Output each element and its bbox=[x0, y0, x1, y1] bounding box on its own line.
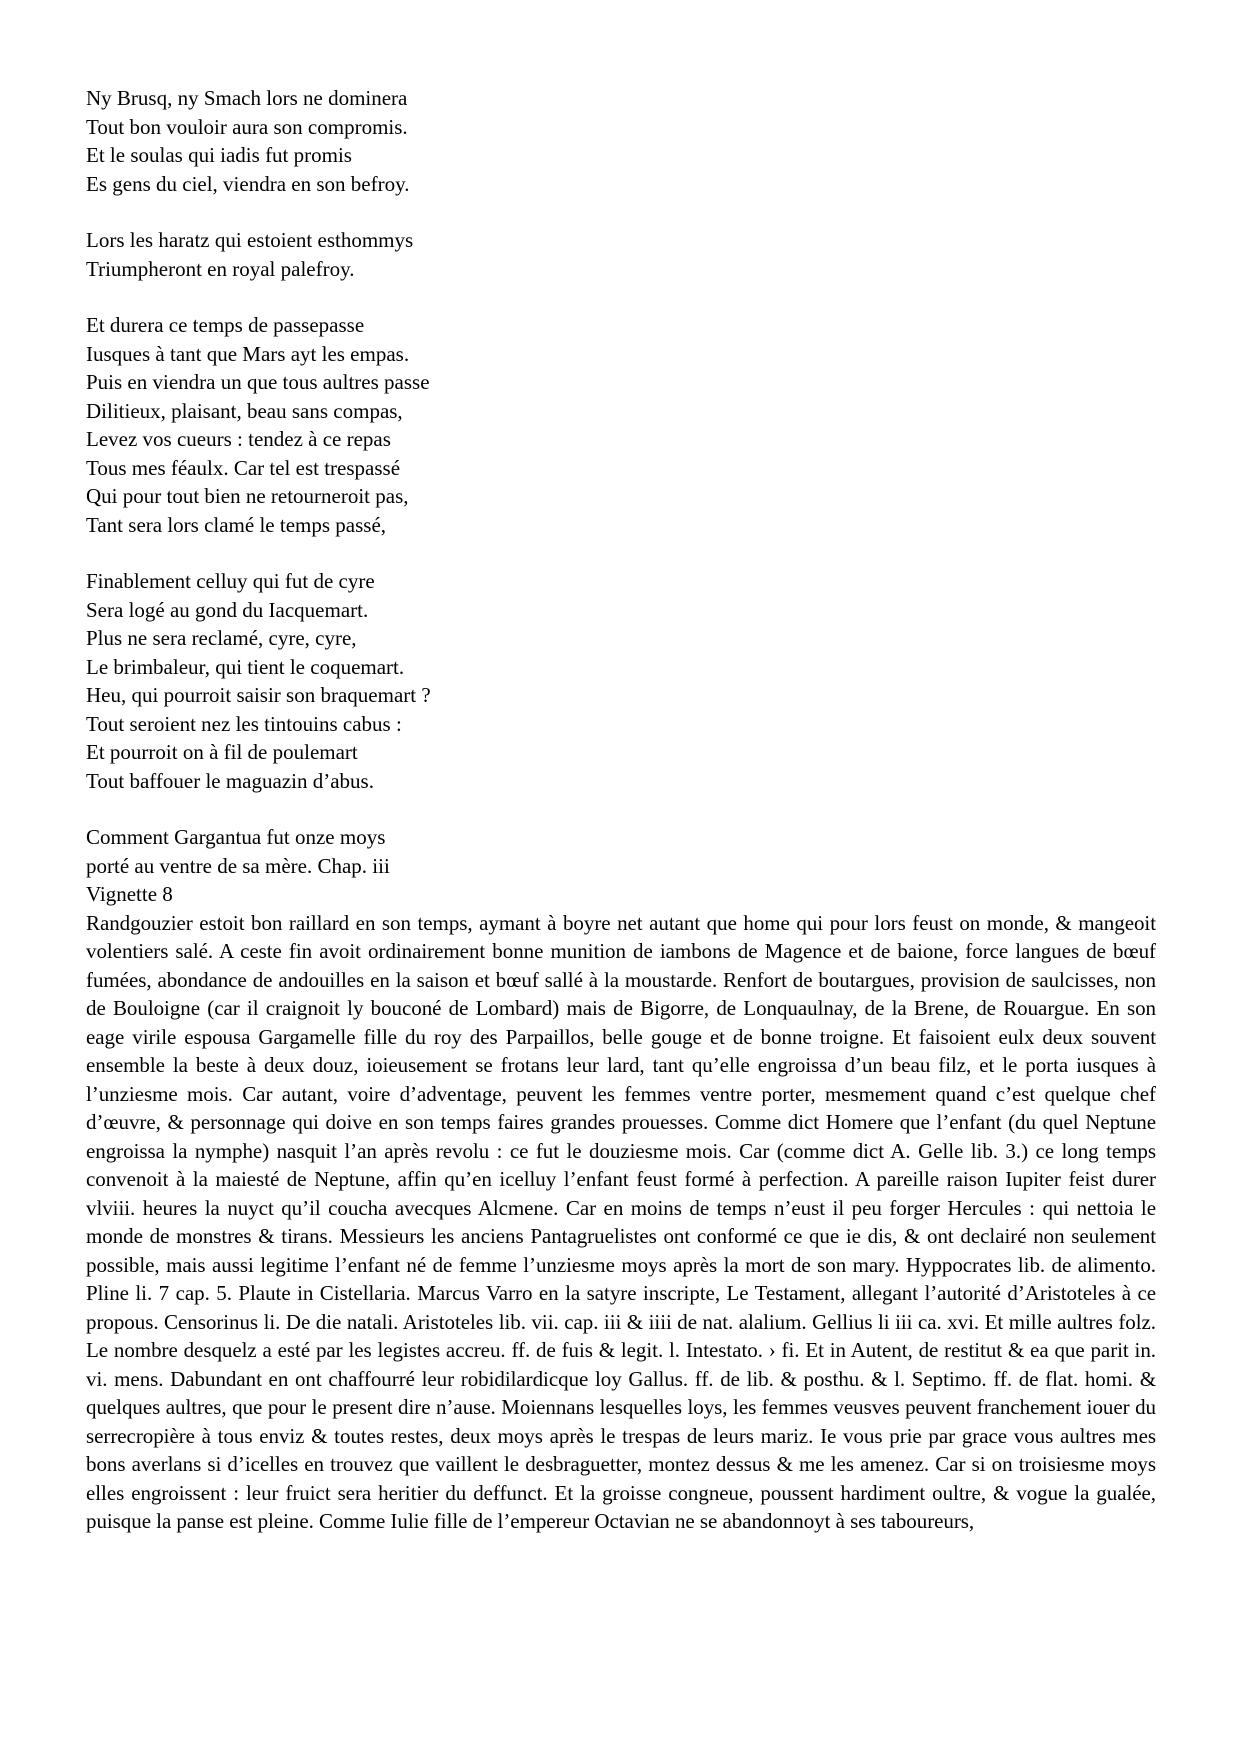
verse-line: Ny Brusq, ny Smach lors ne dominera bbox=[86, 86, 408, 110]
poem-stanza bbox=[86, 226, 1156, 283]
verse-line: Tout baffouer le maguazin d’abus. bbox=[86, 768, 374, 793]
poem-stanza bbox=[86, 567, 1156, 795]
verse-line: Iusques à tant que Mars ayt les empas. bbox=[86, 341, 410, 366]
verse-line: Dilitieux, plaisant, beau sans compas, bbox=[86, 398, 403, 423]
verse-line: Et durera ce temps de passepasse bbox=[86, 313, 365, 337]
vignette-caption: Vignette 8 bbox=[86, 882, 173, 906]
verse-line: Levez vos cueurs : tendez à ce repas bbox=[86, 427, 391, 451]
chapter-heading bbox=[86, 823, 1156, 909]
verse-line: Qui pour tout bien ne retourneroit pas, bbox=[86, 484, 409, 508]
verse-line: Tant sera lors clamé le temps passé, bbox=[86, 512, 387, 537]
verse-line: Es gens du ciel, viendra en son befroy. bbox=[86, 171, 410, 196]
chapter-body-paragraph: Randgouzier estoit bon raillard en son temps, aymant à boyre net autant que home qui pour lors feust on monde, & mangeoit volentiers salé. A ceste fin avoit ordinairement bonne munition de iambons de Magence et de baione, force langues de bœuf fumées, abondance de andouilles en la saison et bœuf sallé à la moustarde. Renfort de boutargues, provision de saulcisses, non de Bouloigne (car il craignoit ly bouconé de Lombard) mais de Bigorre, de Lonquaulnay, de la Brene, de Rouargue. En son eage virile espousa Gargamelle fille du roy des Parpaillos, belle gouge et de bonne troigne. Et faisoient eulx deux souvent ensemble la beste à deux douz, ioieusement se frotans leur lard, tant qu’elle engroissa d’un beau filz, et le porta iusques à l’unziesme mois. Car autant, voire d’adventage, peuvent les femmes ventre porter, mesmement quand c’est quelque chef d’œuvre, & personnage qui doive en son temps faires grandes prouesses. Comme dict Homere que l’enfant (du quel Neptune engroissa la nymphe) nasquit l’an après revolu : ce fut le douziesme mois. Car (comme dict A. Gelle lib. 3.) ce long temps convenoit à la maiesté de Neptune, affin qu’en icelluy l’enfant feust formé à perfection. A pareille raison Iupiter feist durer vlviii. heures la nuyct qu’il coucha avecques Alcmene. Car en moins de temps n’eust il peu forger Hercules : qui nettoia le monde de monstres & tirans. Messieurs les anciens Pantagruelistes ont conformé ce que ie dis, & ont declairé non seulement possible, mais aussi legitime l’enfant né de femme l’unziesme moys après la mort de son mary. Hyppocrates lib. de alimento. Pline li. 7 cap. 5. Plaute in Cistellaria. Marcus Varro en la satyre inscripte, Le Testament, allegant l’autorité d’Aristoteles à ce propous. Censorinus li. De die natali. Aristoteles lib. vii. cap. iii & iiii de nat. alalium. Gellius li iii ca. xvi. Et mille aultres folz. Le nombre desquelz a esté par les legistes accreu. ff. de fuis & legit. l. Intestato. › fi. Et in Autent, de restitut & ea que parit in. vi. mens. Dabundant en ont chaffourré leur robidilardicque loy Gallus. ff. de lib. & posthu. & l. Septimo. ff. de flat. homi. & quelques aultres, que pour le present dire n’ause. Moiennans lesquelles loys, les femmes veusves peuvent franchement iouer du serrecropière à tous enviz & toutes restes, deux moys après le trespas de leurs mariz. Ie vous prie par grace vous aultres mes bons averlans si d’icelles en trouvez que vaillent le desbraguetter, montez dessus & me les amenez. Car si on troisiesme moys elles engroissent : leur fruict sera heritier du deffunct. Et la groisse congneue, poussent hardiment oultre, & vogue la gualée, puisque la panse est pleine. Comme Iulie fille de l’empereur Octavian ne se abandonnoyt à ses taboureurs, bbox=[86, 910, 1156, 1533]
verse-line: Lors les haratz qui estoient esthommys bbox=[86, 228, 414, 252]
verse-line: Plus ne sera reclamé, cyre, cyre, bbox=[86, 626, 357, 650]
verse-line: Finablement celluy qui fut de cyre bbox=[86, 569, 375, 593]
chapter-title-line: porté au ventre de sa mère. Chap. iii bbox=[86, 853, 390, 878]
verse-line: Heu, qui pourroit saisir son braquemart ? bbox=[86, 683, 431, 707]
poem-stanza bbox=[86, 311, 1156, 539]
verse-line: Puis en viendra un que tous aultres passe bbox=[86, 370, 430, 394]
verse-line: Tout seroient nez les tintouins cabus : bbox=[86, 711, 402, 736]
verse-line: Tous mes féaulx. Car tel est trespassé bbox=[86, 455, 401, 480]
verse-line: Et pourroit on à fil de poulemart bbox=[86, 740, 358, 764]
verse-line: Sera logé au gond du Iacquemart. bbox=[86, 597, 369, 622]
verse-line: Et le soulas qui iadis fut promis bbox=[86, 143, 352, 167]
poem-stanza bbox=[86, 84, 1156, 198]
document-page bbox=[86, 84, 1156, 1536]
verse-line: Tout bon vouloir aura son compromis. bbox=[86, 114, 408, 139]
verse-line: Triumpheront en royal palefroy. bbox=[86, 256, 355, 281]
verse-line: Le brimbaleur, qui tient le coquemart. bbox=[86, 654, 405, 679]
chapter-title-line: Comment Gargantua fut onze moys bbox=[86, 825, 386, 849]
